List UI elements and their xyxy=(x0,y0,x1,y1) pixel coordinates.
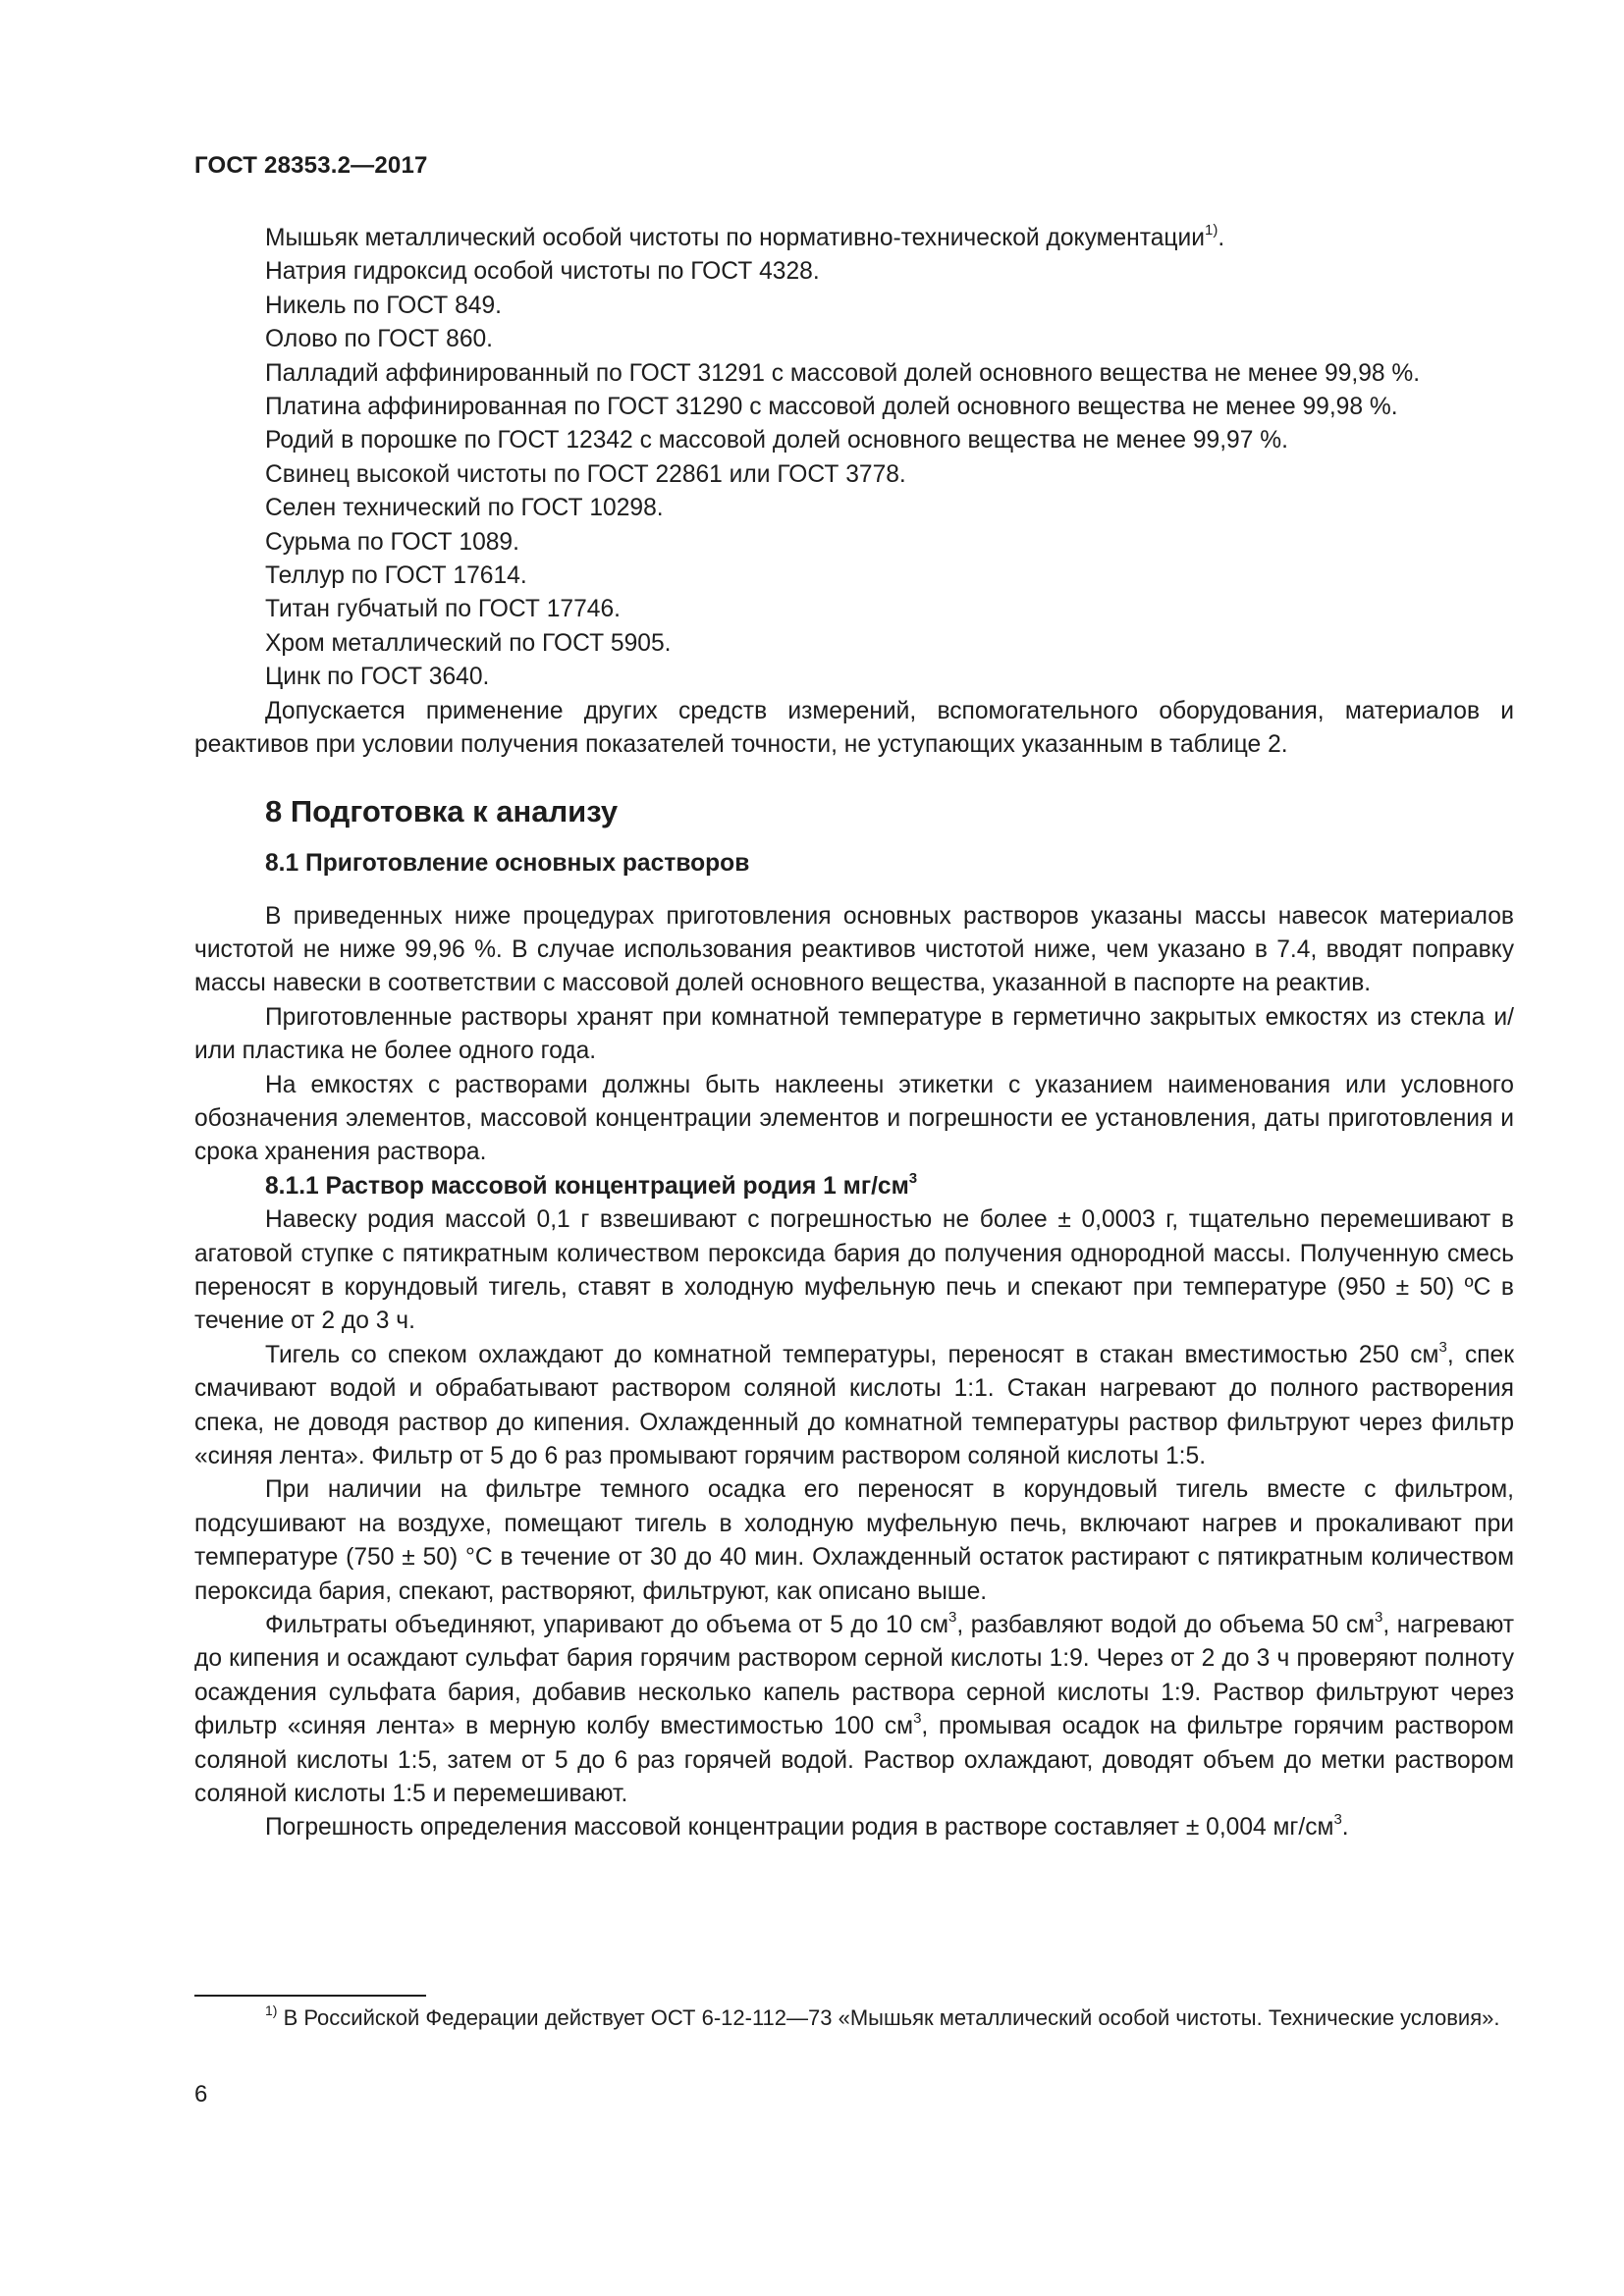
material-item: Цинк по ГОСТ 3640. xyxy=(265,664,490,691)
paragraph: На емкостях с растворами должны быть наклеены этикетки с указанием наименования или условного обозначения элементов, массовой концентрации элементов и погрешности ее установления, даты приготовления и срока хранения раствора. xyxy=(194,1071,1514,1166)
document-header: ГОСТ 28353.2—2017 xyxy=(194,152,428,179)
document-body xyxy=(194,222,1514,1845)
material-item: Титан губчатый по ГОСТ 17746. xyxy=(265,596,621,623)
paragraph: Фильтраты объединяют, упаривают до объема от 5 до 10 $см^3$, разбавляют водой до объема 50 $см^3$, нагревают до кипения и осаждают сульфат бария горячим раствором серной кислоты 1:9. Через от 2 до 3 ч проверяют полноту осаждения сульфата бария, добавив несколько капель раствора серной кислоты 1:9. Раствор фильтруют через фильтр «синяя лента» в мерную колбу вместимостью 100 $см^3$, промывая осадок на фильтре горячим раствором соляной кислоты 1:5, затем от 5 до 6 раз горячей водой. Раствор охлаждают, доводят объем до метки раствором соляной кислоты 1:5 и перемешивают. xyxy=(194,1608,1515,1808)
footnote-ref: 1) xyxy=(1204,221,1218,239)
paragraph: Приготовленные растворы хранят при комнатной температуре в герметично закрытых емкостях из стекла и/или пластика не более одного года. xyxy=(194,1003,1514,1065)
material-item: Теллур по ГОСТ 17614. xyxy=(265,562,527,590)
subsubsection-heading: 8.1.1 Раствор массовой концентрацией родия 1 $мг/см^3$ xyxy=(265,1169,918,1200)
paragraph: Погрешность определения массовой концентрации родия в растворе составляет ± 0,004 $мг/см^3$. xyxy=(265,1811,1349,1842)
footnote: $^{1)}$ В Российской Федерации действует ОСТ 6-12-112—73 «Мышьяк металлический особой чистоты. Технические условия». xyxy=(265,2002,1500,2030)
paragraph: При наличии на фильтре темного осадка его переносят в корундовый тигель вместе с фильтром, подсушивают на воздухе, помещают тигель в холодную муфельную печь, включают нагрев и прокаливают при температуре (750 ± 50) °С в течение от 30 до 40 мин. Охлажденный остаток растирают с пятикратным количеством пероксида бария, спекают, растворяют, фильтруют, как описано выше. xyxy=(194,1476,1514,1605)
paragraph: Тигель со спеком охлаждают до комнатной температуры, переносят в стакан вместимостью 250 $см^3$, спек смачивают водой и обрабатывают раствором соляной кислоты 1:1. Стакан нагревают до полного растворения спека, не доводя раствор до кипения. Охлажденный до комнатной температуры раствор фильтруют через фильтр «синяя лента». Фильтр от 5 до 6 раз промывают горячим раствором соляной кислоты 1:5. xyxy=(194,1338,1514,1469)
material-item: Хром металлический по ГОСТ 5905. xyxy=(265,629,672,657)
material-item: Никель по ГОСТ 849. xyxy=(265,292,502,319)
material-item: Палладий аффинированный по ГОСТ 31291 с массовой долей основного вещества не менее 99,98 %. xyxy=(265,359,1421,387)
material-item: Свинец высокой чистоты по ГОСТ 22861 или ГОСТ 3778. xyxy=(265,460,906,488)
material-item: Натрия гидроксид особой чистоты по ГОСТ 4328. xyxy=(265,258,820,286)
material-item: Олово по ГОСТ 860. xyxy=(265,326,494,353)
material-item: Родий в порошке по ГОСТ 12342 с массовой долей основного вещества не менее 99,97 %. xyxy=(265,427,1288,454)
allowance-paragraph: Допускается применение других средств измерений, вспомогательного оборудования, материалов и реактивов при условии получения показателей точности, не уступающих указанным в таблице 2. xyxy=(194,697,1514,759)
material-item: Сурьма по ГОСТ 1089. xyxy=(265,528,519,556)
footnote-mark: 1) xyxy=(265,2002,278,2018)
subsection-heading: 8.1 Приготовление основных растворов xyxy=(265,849,750,877)
footnote-divider xyxy=(194,1995,426,1997)
section-heading: 8 Подготовка к анализу xyxy=(265,793,619,828)
page-number: 6 xyxy=(194,2081,208,2108)
paragraph: В приведенных ниже процедурах приготовления основных растворов указаны массы навесок материалов чистотой не ниже 99,96 %. В случае использования реактивов чистотой ниже, чем указано в 7.4, вводят поправку массы навески в соответствии с массовой долей основного вещества, указанной в паспорте на реактив. xyxy=(194,902,1514,997)
material-item: Селен технический по ГОСТ 10298. xyxy=(265,495,664,522)
material-item: Платина аффинированная по ГОСТ 31290 с массовой долей основного вещества не менее 99,98 %. xyxy=(265,394,1398,421)
material-item: Мышьяк металлический особой чистоты по нормативно-технической документации$^{1)}$. xyxy=(265,221,1225,251)
paragraph: Навеску родия массой 0,1 г взвешивают с погрешностью не более ± 0,0003 г, тщательно перемешивают в агатовой ступке с пятикратным количеством пероксида бария до получения однородной массы. Полученную смесь переносят в корундовый тигель, ставят в холодную муфельную печь и спекают при температуре (950 ± 50) ºС в течение от 2 до 3 ч. xyxy=(194,1206,1514,1335)
